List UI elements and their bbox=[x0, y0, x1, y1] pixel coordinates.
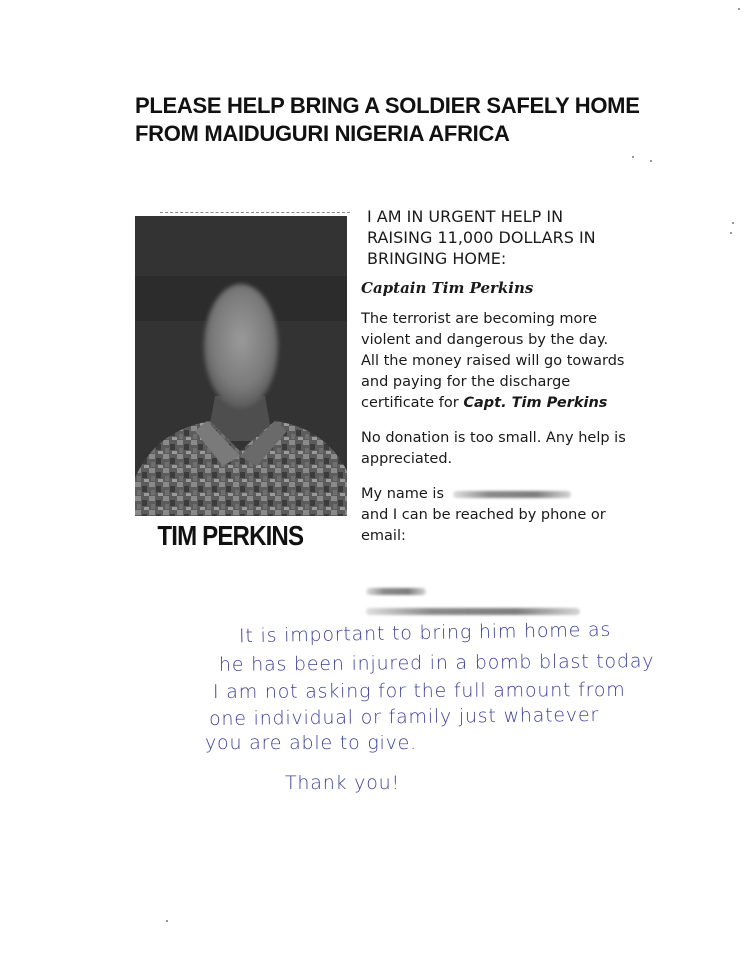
handwritten-line-1: It is important to bring him home as bbox=[238, 618, 612, 648]
urgent-heading bbox=[367, 206, 661, 269]
contact-prefix: My name is bbox=[361, 486, 445, 502]
appeal-text bbox=[361, 206, 661, 547]
funds-line-2: and paying for the discharge bbox=[361, 374, 571, 390]
danger-line-1: The terrorist are becoming more bbox=[361, 311, 597, 327]
title-line-2: FROM MAIDUGURI NIGERIA AFRICA bbox=[135, 121, 510, 146]
scan-speck bbox=[632, 156, 634, 158]
scan-speck bbox=[650, 160, 652, 162]
scan-speck bbox=[730, 232, 732, 234]
contact-line-1 bbox=[361, 484, 661, 505]
urgent-line-3: BRINGING HOME: bbox=[367, 249, 507, 268]
handwritten-line-3: I am not asking for the full amount from bbox=[212, 678, 626, 704]
photo-caption: TIM PERKINS bbox=[157, 520, 304, 551]
danger-line-2: violent and dangerous by the day. bbox=[361, 332, 609, 348]
redacted-name bbox=[453, 491, 571, 498]
redacted-phone bbox=[366, 588, 426, 595]
handwritten-signoff: Thank you! bbox=[285, 772, 400, 794]
soldier-silhouette-image bbox=[135, 216, 347, 516]
page-title bbox=[135, 92, 675, 148]
donation-line-2: appreciated. bbox=[361, 451, 453, 467]
urgent-line-1: I AM IN URGENT HELP IN bbox=[367, 207, 564, 226]
paragraph-donation bbox=[361, 428, 661, 470]
handwritten-line-2: he has been injured in a bomb blast today bbox=[218, 650, 655, 676]
paragraph-contact bbox=[361, 484, 661, 547]
funds-line-1: All the money raised will go towards bbox=[361, 353, 625, 369]
scan-speck bbox=[732, 222, 734, 224]
contact-line-3: email: bbox=[361, 528, 406, 544]
scan-speck bbox=[166, 920, 168, 922]
soldier-photo bbox=[135, 216, 347, 516]
captain-name: Captain Tim Perkins bbox=[361, 279, 534, 297]
paragraph-danger bbox=[361, 309, 661, 351]
scan-speck bbox=[738, 8, 740, 10]
urgent-line-2: RAISING 11,000 DOLLARS IN bbox=[367, 228, 596, 247]
redacted-email bbox=[366, 608, 580, 615]
funds-line-3-name: Capt. Tim Perkins bbox=[463, 395, 608, 411]
handwritten-line-5: you are able to give. bbox=[205, 732, 417, 754]
handwritten-line-4: one individual or family just whatever bbox=[208, 703, 600, 731]
funds-line-3-prefix: certificate for bbox=[361, 395, 464, 411]
funds-line-3 bbox=[361, 393, 661, 414]
paragraph-funds bbox=[361, 351, 661, 414]
title-line-1: PLEASE HELP BRING A SOLDIER SAFELY HOME bbox=[135, 93, 640, 118]
donation-line-1: No donation is too small. Any help is bbox=[361, 430, 626, 446]
contact-line-2: and I can be reached by phone or bbox=[361, 507, 606, 523]
